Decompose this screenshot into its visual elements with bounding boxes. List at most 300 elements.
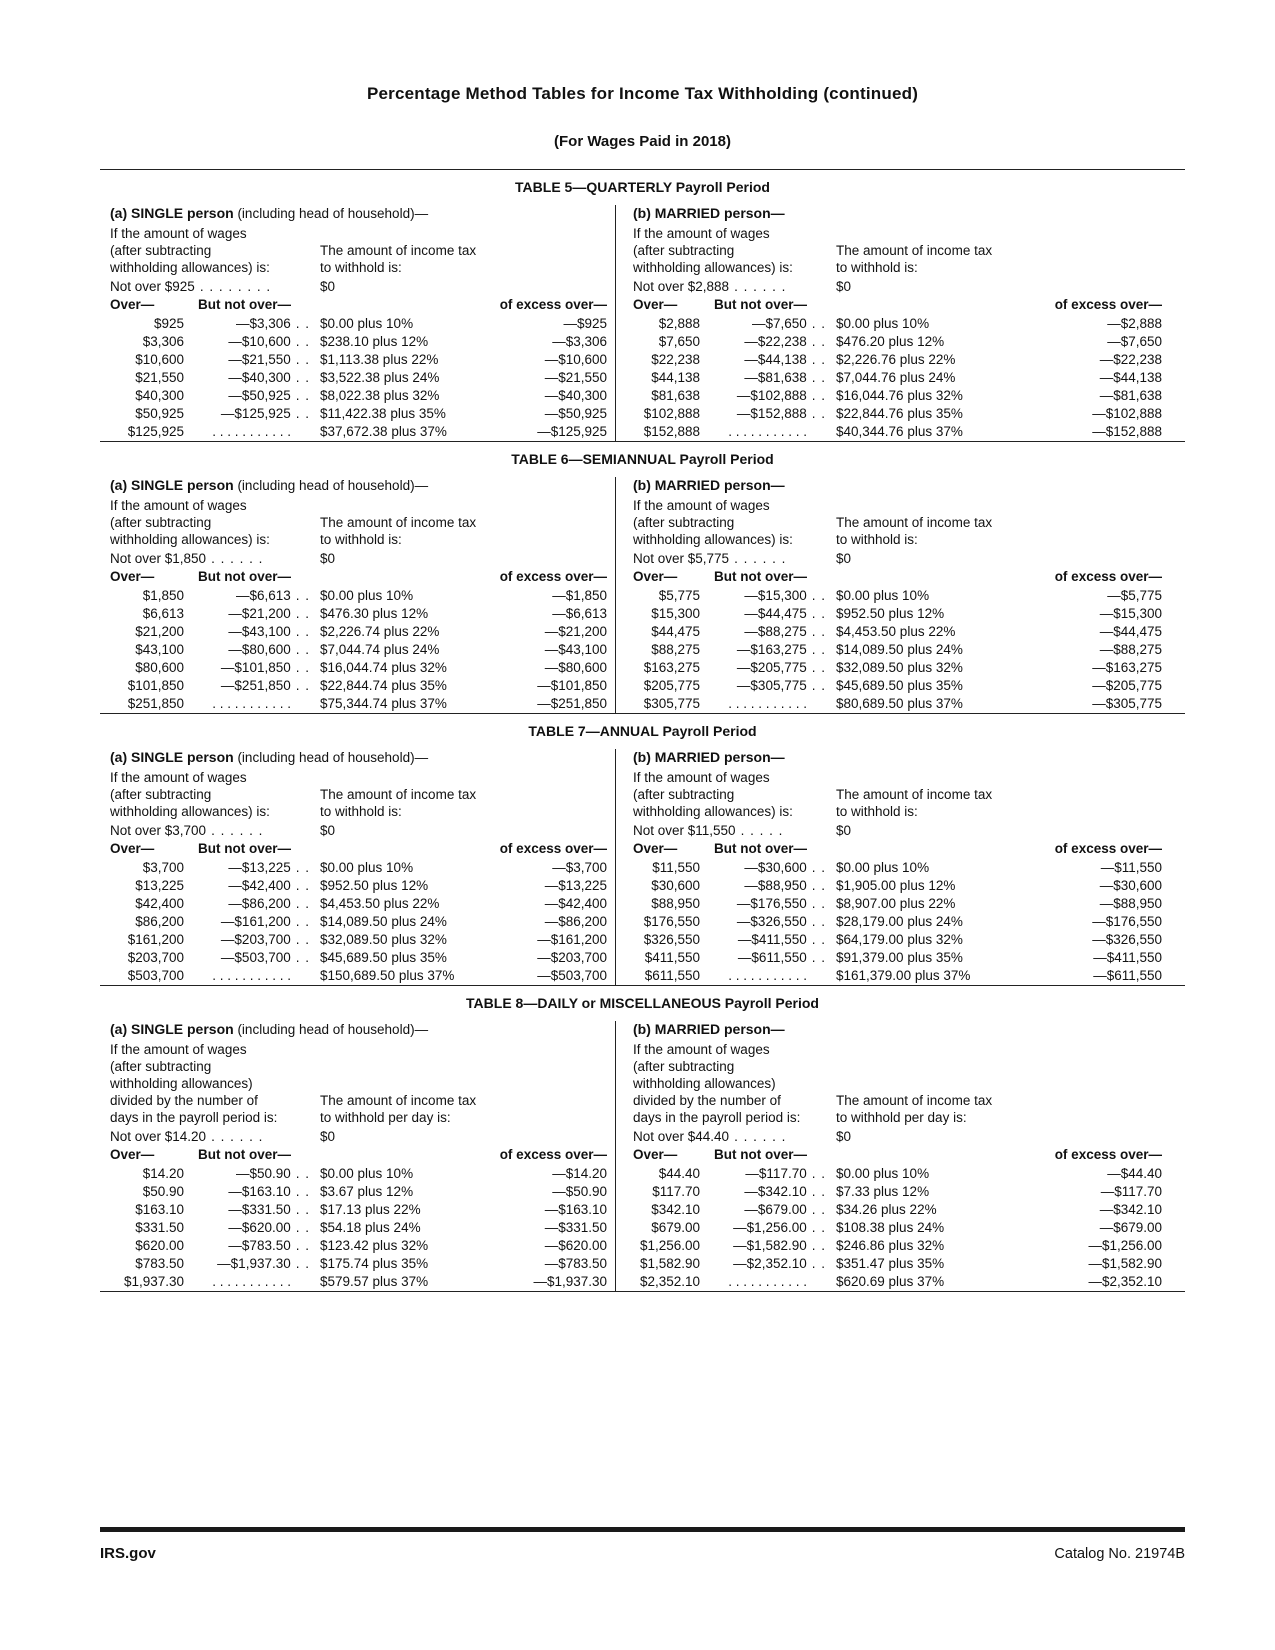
bracket-rows — [616, 315, 1162, 441]
over-header: Over— — [110, 297, 155, 312]
not-over-cell — [184, 695, 310, 713]
not-over-value: —$783.50 — [228, 1238, 291, 1253]
not-over-cell — [184, 1201, 310, 1219]
excess-over-value: —$5,775 — [1107, 588, 1162, 603]
label-line: (after subtracting — [110, 243, 212, 258]
excess-over-value: —$331.50 — [544, 1220, 607, 1235]
leader-dots: . . — [295, 678, 310, 693]
not-over-value: —$13,225 — [228, 860, 291, 875]
not-over-cell — [184, 877, 310, 895]
withholding-amount: $45,689.50 plus 35% — [320, 950, 447, 965]
not-over-value: —$1,256.00 — [733, 1220, 807, 1235]
table-title: TABLE 5—QUARTERLY Payroll Period — [515, 179, 770, 195]
withholding-amount: $238.10 plus 12% — [320, 334, 429, 349]
leader-dots: . . — [295, 316, 310, 331]
not-over-label — [100, 1128, 320, 1145]
label-line: The amount of income tax — [320, 787, 477, 802]
not-over-cell — [700, 405, 826, 423]
bracket-row — [100, 333, 607, 351]
not-over-cell — [184, 641, 310, 659]
section-heading-rest: (including head of household)— — [233, 478, 429, 493]
excess-over-value: —$3,700 — [552, 860, 607, 875]
over-header: Over— — [110, 1147, 155, 1162]
withholding-amount: $8,907.00 plus 22% — [836, 896, 956, 911]
over-value: $411,550 — [644, 950, 700, 965]
not-over-text: Not over $11,550 — [633, 823, 736, 838]
bracket-row — [100, 677, 607, 695]
label-line: The amount of income tax — [320, 515, 477, 530]
not-over-label — [616, 278, 836, 295]
section-heading-bold: (a) SINGLE person — [110, 1021, 234, 1037]
over-value: $783.50 — [135, 1256, 184, 1271]
not-over-row — [100, 550, 607, 567]
excess-over-value: —$326,550 — [1092, 932, 1162, 947]
over-value: $21,200 — [135, 624, 184, 639]
excess-over-value: —$42,400 — [544, 896, 607, 911]
not-over-value: —$152,888 — [736, 406, 807, 421]
leader-dots: . . . . . . — [734, 1129, 787, 1144]
section-heading-bold: (a) SINGLE person — [110, 205, 234, 221]
not-over-cell — [184, 1273, 310, 1291]
excess-over-value: —$43,100 — [544, 642, 607, 657]
section-heading — [616, 1021, 1162, 1038]
irs-gov-link[interactable]: IRS.gov — [100, 1545, 156, 1562]
bracket-row — [616, 967, 1162, 985]
not-over-value: —$411,550 — [737, 932, 807, 947]
over-value: $102,888 — [643, 406, 700, 421]
but-not-over-header: But not over— — [714, 569, 807, 584]
condition-labels — [100, 769, 607, 820]
not-over-cell — [184, 405, 310, 423]
leader-dots: . . — [811, 370, 826, 385]
label-line: withholding allowances) is: — [633, 804, 793, 819]
bracket-rows — [100, 587, 607, 713]
over-value: $14.20 — [142, 1166, 184, 1181]
leader-dots: . . — [811, 1184, 826, 1199]
bracket-row — [100, 587, 607, 605]
section-heading-bold: (b) MARRIED person— — [633, 205, 785, 221]
section-heading — [616, 477, 1162, 494]
not-over-cell — [700, 1183, 826, 1201]
page-title: Percentage Method Tables for Income Tax Withholding (continued) — [366, 84, 919, 103]
not-over-cell — [700, 641, 826, 659]
label-line: to withhold is: — [836, 532, 918, 547]
not-over-cell — [700, 931, 826, 949]
not-over-value: . . . . . . . . . . . — [212, 424, 291, 439]
over-value: $152,888 — [643, 424, 700, 439]
leader-dots: . . — [811, 950, 826, 965]
section-heading-rest: (including head of household)— — [233, 750, 429, 765]
not-over-cell — [184, 949, 310, 967]
over-value: $7,650 — [658, 334, 700, 349]
leader-dots: . . — [295, 370, 310, 385]
section-heading — [100, 749, 607, 766]
over-value: $50,925 — [135, 406, 184, 421]
not-over-value: —$679.00 — [744, 1202, 807, 1217]
excess-over-value: —$7,650 — [1107, 334, 1162, 349]
label-line: (after subtracting — [633, 787, 735, 802]
not-over-text: Not over $2,888 — [633, 279, 730, 294]
excess-over-value: —$152,888 — [1092, 424, 1162, 439]
page-footer — [100, 1527, 1185, 1562]
excess-over-value: —$3,306 — [552, 334, 607, 349]
over-value: $163,275 — [643, 660, 700, 675]
label-line: to withhold is: — [320, 804, 402, 819]
not-over-cell — [700, 1201, 826, 1219]
single-person-section — [100, 1021, 615, 1291]
zero-amount: $0 — [836, 1129, 852, 1144]
but-not-over-header: But not over— — [714, 841, 807, 856]
not-over-cell — [184, 1237, 310, 1255]
withholding-amount: $620.69 plus 37% — [836, 1274, 945, 1289]
bracket-row — [100, 641, 607, 659]
leader-dots: . . . . . . — [734, 279, 787, 294]
excess-over-value: —$620.00 — [544, 1238, 607, 1253]
excess-over-value: —$1,582.90 — [1088, 1256, 1162, 1271]
over-value: $305,775 — [643, 696, 700, 711]
withholding-amount: $0.00 plus 10% — [320, 1166, 414, 1181]
leader-dots: . . — [295, 588, 310, 603]
label-line: to withhold is: — [836, 804, 918, 819]
not-over-value: —$125,925 — [220, 406, 291, 421]
excess-over-value: —$783.50 — [544, 1256, 607, 1271]
not-over-text: Not over $14.20 — [110, 1129, 207, 1144]
column-header — [616, 1146, 1162, 1165]
excess-over-value: —$40,300 — [544, 388, 607, 403]
wage-label — [100, 1041, 320, 1126]
withholding-amount: $14,089.50 plus 24% — [836, 642, 963, 657]
label-line: If the amount of wages — [110, 226, 247, 241]
section-heading-rest: (including head of household)— — [233, 1022, 429, 1037]
excess-over-value: —$503,700 — [537, 968, 607, 983]
not-over-cell — [700, 315, 826, 333]
over-value: $342.10 — [651, 1202, 700, 1217]
payroll-table — [100, 995, 1185, 1292]
not-over-value: —$163,275 — [736, 642, 807, 657]
of-excess-over-header: of excess over— — [1054, 297, 1162, 312]
zero-amount: $0 — [836, 823, 852, 838]
bracket-row — [616, 913, 1162, 931]
not-over-row — [616, 1128, 1162, 1145]
not-over-value: . . . . . . . . . . . — [728, 968, 807, 983]
leader-dots: . . — [295, 406, 310, 421]
zero-amount: $0 — [836, 551, 852, 566]
not-over-cell — [184, 931, 310, 949]
bracket-row — [616, 315, 1162, 333]
over-value: $331.50 — [135, 1220, 184, 1235]
not-over-value: . . . . . . . . . . . — [212, 696, 291, 711]
not-over-value: —$21,550 — [228, 352, 291, 367]
not-over-cell — [184, 895, 310, 913]
label-line: to withhold is: — [320, 260, 402, 275]
excess-over-value: —$6,613 — [552, 606, 607, 621]
leader-dots: . . — [811, 1256, 826, 1271]
leader-dots: . . — [295, 334, 310, 349]
leader-dots: . . — [811, 334, 826, 349]
over-value: $42,400 — [135, 896, 184, 911]
excess-over-value: —$161,200 — [537, 932, 607, 947]
excess-over-value: —$21,550 — [544, 370, 607, 385]
over-value: $88,275 — [651, 642, 700, 657]
not-over-value: —$342.10 — [744, 1184, 807, 1199]
withholding-amount: $28,179.00 plus 24% — [836, 914, 963, 929]
label-line: (after subtracting — [110, 1059, 212, 1074]
bracket-row — [616, 1219, 1162, 1237]
zero-amount: $0 — [320, 823, 336, 838]
over-value: $1,937.30 — [123, 1274, 184, 1289]
not-over-value: —$43,100 — [228, 624, 291, 639]
condition-labels — [616, 225, 1162, 276]
not-over-value: —$102,888 — [736, 388, 807, 403]
withholding-amount: $2,226.76 plus 22% — [836, 352, 956, 367]
single-person-section — [100, 749, 615, 985]
column-header — [100, 840, 607, 859]
over-value: $15,300 — [651, 606, 700, 621]
not-over-label — [616, 550, 836, 567]
over-value: $10,600 — [135, 352, 184, 367]
of-excess-over-header: of excess over— — [499, 841, 607, 856]
leader-dots: . . . . . . . . — [199, 279, 272, 294]
bracket-rows — [100, 1165, 607, 1291]
bracket-row — [616, 1237, 1162, 1255]
but-not-over-header: But not over— — [198, 841, 291, 856]
withholding-amount: $3,522.38 plus 24% — [320, 370, 440, 385]
leader-dots: . . — [295, 606, 310, 621]
excess-over-value: —$176,550 — [1092, 914, 1162, 929]
not-over-value: —$42,400 — [228, 878, 291, 893]
not-over-value: —$50.90 — [235, 1166, 291, 1181]
leader-dots: . . — [295, 660, 310, 675]
not-over-row — [100, 278, 607, 295]
of-excess-over-header: of excess over— — [1054, 569, 1162, 584]
label-line: If the amount of wages — [633, 226, 770, 241]
leader-dots: . . — [295, 860, 310, 875]
excess-over-value: —$44,138 — [1099, 370, 1162, 385]
leader-dots: . . — [295, 1220, 310, 1235]
column-header — [100, 568, 607, 587]
leader-dots: . . — [811, 678, 826, 693]
over-value: $2,352.10 — [639, 1274, 700, 1289]
withholding-amount: $0.00 plus 10% — [836, 588, 930, 603]
table-title: TABLE 8—DAILY or MISCELLANEOUS Payroll Period — [466, 995, 819, 1011]
wage-label — [616, 497, 836, 548]
table-body — [100, 205, 1185, 442]
over-value: $117.70 — [652, 1184, 700, 1199]
excess-over-value: —$611,550 — [1093, 968, 1162, 983]
label-line: (after subtracting — [633, 515, 735, 530]
married-person-section — [615, 477, 1185, 713]
bracket-row — [616, 405, 1162, 423]
zero-amount: $0 — [320, 1129, 336, 1144]
not-over-cell — [184, 587, 310, 605]
bracket-row — [616, 931, 1162, 949]
not-over-value: —$30,600 — [744, 860, 807, 875]
over-value: $679.00 — [651, 1220, 700, 1235]
leader-dots: . . — [295, 950, 310, 965]
label-line: withholding allowances) — [633, 1076, 776, 1091]
over-value: $3,700 — [142, 860, 184, 875]
leader-dots: . . — [811, 1202, 826, 1217]
over-value: $1,850 — [142, 588, 184, 603]
leader-dots — [812, 423, 826, 441]
table-title: TABLE 6—SEMIANNUAL Payroll Period — [511, 451, 774, 467]
excess-over-value: —$80,600 — [544, 660, 607, 675]
zero-amount: $0 — [320, 551, 336, 566]
leader-dots — [812, 695, 826, 713]
withholding-amount: $1,905.00 plus 12% — [836, 878, 956, 893]
bracket-row — [616, 695, 1162, 713]
condition-labels — [616, 497, 1162, 548]
not-over-cell — [700, 423, 826, 441]
not-over-cell — [700, 623, 826, 641]
document-content — [100, 84, 1185, 1292]
over-value: $43,100 — [135, 642, 184, 657]
bracket-rows — [616, 587, 1162, 713]
table-body — [100, 1021, 1185, 1292]
bracket-row — [100, 695, 607, 713]
tables-holder — [100, 179, 1185, 1292]
section-heading-bold: (b) MARRIED person— — [633, 749, 785, 765]
leader-dots: . . — [295, 1184, 310, 1199]
not-over-value: —$163.10 — [228, 1184, 291, 1199]
tax-label — [836, 1092, 1162, 1126]
excess-over-value: —$1,850 — [552, 588, 607, 603]
over-value: $21,550 — [135, 370, 184, 385]
not-over-cell — [700, 677, 826, 695]
label-line: withholding allowances) is: — [633, 532, 793, 547]
footer-divider — [100, 1527, 1185, 1532]
withholding-amount: $7,044.76 plus 24% — [836, 370, 956, 385]
over-value: $503,700 — [127, 968, 184, 983]
leader-dots: . . — [811, 860, 826, 875]
bracket-row — [100, 895, 607, 913]
tax-label — [320, 242, 607, 276]
not-over-cell — [700, 659, 826, 677]
bracket-row — [100, 1183, 607, 1201]
label-line: If the amount of wages — [633, 498, 770, 513]
withholding-amount: $175.74 plus 35% — [320, 1256, 429, 1271]
withholding-amount: $351.47 plus 35% — [836, 1256, 945, 1271]
leader-dots: . . — [295, 1166, 310, 1181]
column-header — [100, 1146, 607, 1165]
withholding-amount: $0.00 plus 10% — [320, 316, 414, 331]
excess-over-value: —$50.90 — [552, 1184, 607, 1199]
not-over-value: —$620.00 — [228, 1220, 291, 1235]
over-value: $1,256.00 — [639, 1238, 700, 1253]
leader-dots: . . — [811, 914, 826, 929]
excess-over-value: —$2,352.10 — [1088, 1274, 1162, 1289]
bracket-row — [616, 949, 1162, 967]
withholding-amount: $108.38 plus 24% — [836, 1220, 945, 1235]
bracket-rows — [616, 859, 1162, 985]
withholding-amount: $476.20 plus 12% — [836, 334, 945, 349]
single-person-section — [100, 205, 615, 441]
header-divider — [100, 169, 1185, 170]
not-over-value: —$50,925 — [228, 388, 291, 403]
leader-dots: . . — [811, 896, 826, 911]
not-over-row — [616, 822, 1162, 839]
over-header: Over— — [633, 841, 678, 856]
withholding-amount: $34.26 plus 22% — [836, 1202, 937, 1217]
withholding-amount: $246.86 plus 32% — [836, 1238, 945, 1253]
not-over-value: . . . . . . . . . . . — [728, 1274, 807, 1289]
leader-dots: . . — [811, 406, 826, 421]
withholding-amount: $54.18 plus 24% — [320, 1220, 421, 1235]
leader-dots — [812, 1273, 826, 1291]
withholding-amount: $14,089.50 plus 24% — [320, 914, 447, 929]
withholding-amount: $75,344.74 plus 37% — [320, 696, 447, 711]
excess-over-value: —$14.20 — [552, 1166, 607, 1181]
over-value: $205,775 — [643, 678, 700, 693]
section-heading — [100, 477, 607, 494]
section-heading-bold: (a) SINGLE person — [110, 477, 234, 493]
bracket-row — [616, 895, 1162, 913]
bracket-row — [616, 387, 1162, 405]
not-over-value: —$21,200 — [228, 606, 291, 621]
not-over-cell — [184, 659, 310, 677]
over-value: $161,200 — [127, 932, 184, 947]
condition-labels — [100, 497, 607, 548]
table-title: TABLE 7—ANNUAL Payroll Period — [528, 723, 757, 739]
not-over-value: —$1,582.90 — [733, 1238, 807, 1253]
withholding-amount: $0.00 plus 10% — [320, 860, 414, 875]
but-not-over-header: But not over— — [714, 1147, 807, 1162]
bracket-row — [100, 1237, 607, 1255]
label-line: to withhold is: — [320, 532, 402, 547]
leader-dots — [296, 1273, 310, 1291]
withholding-amount: $161,379.00 plus 37% — [836, 968, 971, 983]
leader-dots: . . — [811, 588, 826, 603]
leader-dots: . . — [295, 1256, 310, 1271]
not-over-cell — [184, 1219, 310, 1237]
not-over-cell — [184, 859, 310, 877]
excess-over-value: —$163.10 — [544, 1202, 607, 1217]
over-value: $611,550 — [644, 968, 700, 983]
not-over-value: —$251,850 — [220, 678, 291, 693]
label-line: divided by the number of — [633, 1093, 781, 1108]
withholding-amount: $32,089.50 plus 32% — [320, 932, 447, 947]
label-line: withholding allowances) is: — [110, 804, 270, 819]
bracket-row — [616, 605, 1162, 623]
not-over-cell — [700, 877, 826, 895]
bracket-row — [616, 1201, 1162, 1219]
excess-over-value: —$205,775 — [1092, 678, 1162, 693]
payroll-table — [100, 179, 1185, 442]
bracket-row — [100, 967, 607, 985]
excess-over-value: —$1,256.00 — [1088, 1238, 1162, 1253]
label-line: The amount of income tax — [836, 787, 993, 802]
over-value: $125,925 — [127, 424, 184, 439]
tax-label — [320, 786, 607, 820]
not-over-cell — [184, 1165, 310, 1183]
bracket-row — [100, 1201, 607, 1219]
over-value: $86,200 — [135, 914, 184, 929]
label-line: (after subtracting — [633, 1059, 735, 1074]
zero-amount: $0 — [836, 279, 852, 294]
bracket-row — [100, 1165, 607, 1183]
over-value: $50.90 — [142, 1184, 184, 1199]
excess-over-value: —$117.70 — [1100, 1184, 1162, 1199]
withholding-amount: $16,044.74 plus 32% — [320, 660, 447, 675]
excess-over-value: —$163,275 — [1092, 660, 1162, 675]
condition-labels — [100, 225, 607, 276]
leader-dots: . . — [811, 388, 826, 403]
withholding-amount: $45,689.50 plus 35% — [836, 678, 963, 693]
not-over-label — [616, 1128, 836, 1145]
over-value: $176,550 — [643, 914, 700, 929]
withholding-amount: $1,113.38 plus 22% — [320, 352, 439, 367]
over-value: $3,306 — [142, 334, 184, 349]
